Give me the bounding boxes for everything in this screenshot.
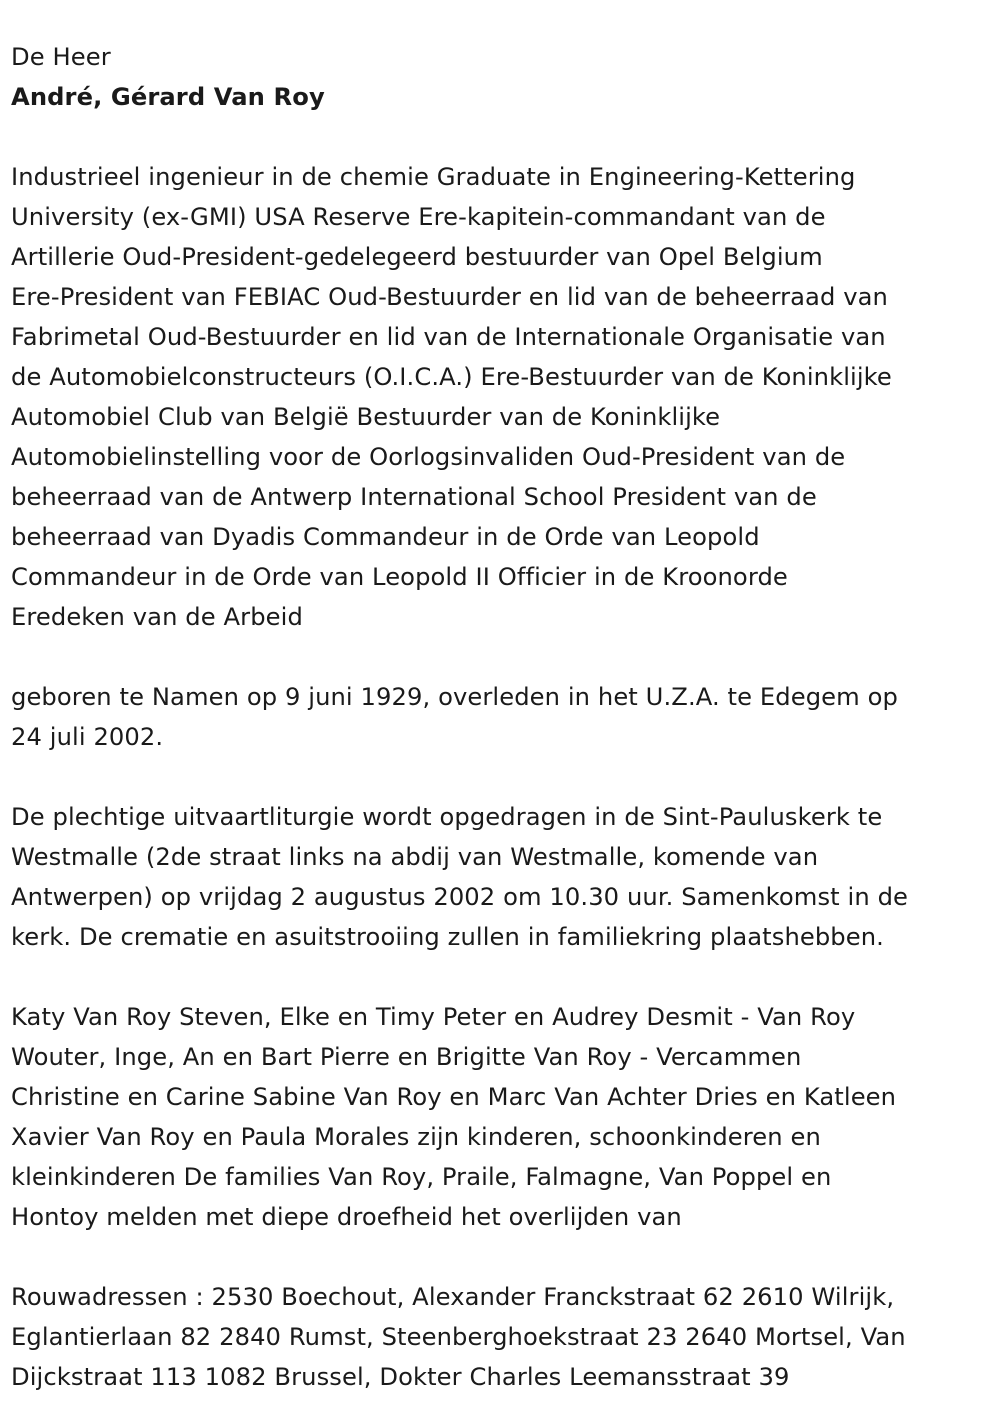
titles-line: Fabrimetal Oud-Bestuurder en lid van de Internationale Organisatie van — [11, 323, 886, 351]
titles-line: beheerraad van Dyadis Commandeur in de Orde van Leopold — [11, 523, 760, 551]
titles-paragraph — [11, 157, 993, 637]
spacer — [11, 637, 993, 677]
birth-death-paragraph — [11, 677, 993, 757]
address-line: Rouwadressen : 2530 Boechout, Alexander Franckstraat 62 2610 Wilrijk, — [11, 1283, 895, 1311]
family-line: Xavier Van Roy en Paula Morales zijn kinderen, schoonkinderen en — [11, 1123, 821, 1151]
family-line: kleinkinderen De families Van Roy, Praile, Falmagne, Van Poppel en — [11, 1163, 832, 1191]
address-line: Eglantierlaan 82 2840 Rumst, Steenberghoekstraat 23 2640 Mortsel, Van — [11, 1323, 906, 1351]
obituary-notice — [11, 37, 993, 1397]
birth-death-line: 24 juli 2002. — [11, 723, 164, 751]
spacer — [11, 117, 993, 157]
titles-line: Eredeken van de Arbeid — [11, 603, 303, 631]
family-line: Christine en Carine Sabine Van Roy en Marc Van Achter Dries en Katleen — [11, 1083, 897, 1111]
spacer — [11, 957, 993, 997]
titles-line: University (ex-GMI) USA Reserve Ere-kapitein-commandant van de — [11, 203, 826, 231]
titles-line: Commandeur in de Orde van Leopold II Officier in de Kroonorde — [11, 563, 788, 591]
address-line: Dijckstraat 113 1082 Brussel, Dokter Charles Leemansstraat 39 — [11, 1363, 790, 1391]
titles-line: de Automobielconstructeurs (O.I.C.A.) Ere-Bestuurder van de Koninklijke — [11, 363, 892, 391]
titles-line: Industrieel ingenieur in de chemie Graduate in Engineering-Kettering — [11, 163, 856, 191]
salutation: De Heer — [11, 43, 111, 71]
addresses-paragraph — [11, 1277, 993, 1397]
titles-line: Automobielinstelling voor de Oorlogsinvaliden Oud-President van de — [11, 443, 846, 471]
spacer — [11, 1237, 993, 1277]
spacer — [11, 757, 993, 797]
ceremony-line: kerk. De crematie en asuitstrooiing zullen in familiekring plaatshebben. — [11, 923, 884, 951]
ceremony-line: Antwerpen) op vrijdag 2 augustus 2002 om 10.30 uur. Samenkomst in de — [11, 883, 909, 911]
ceremony-line: Westmalle (2de straat links na abdij van Westmalle, komende van — [11, 843, 819, 871]
family-line: Wouter, Inge, An en Bart Pierre en Brigitte Van Roy - Vercammen — [11, 1043, 802, 1071]
titles-line: Ere-President van FEBIAC Oud-Bestuurder en lid van de beheerraad van — [11, 283, 888, 311]
birth-death-line: geboren te Namen op 9 juni 1929, overleden in het U.Z.A. te Edegem op — [11, 683, 898, 711]
titles-line: Artillerie Oud-President-gedelegeerd bestuurder van Opel Belgium — [11, 243, 823, 271]
deceased-name: André, Gérard Van Roy — [11, 83, 325, 111]
titles-line: Automobiel Club van België Bestuurder van de Koninklijke — [11, 403, 721, 431]
family-line: Katy Van Roy Steven, Elke en Timy Peter en Audrey Desmit - Van Roy — [11, 1003, 856, 1031]
titles-line: beheerraad van de Antwerp International School President van de — [11, 483, 817, 511]
ceremony-paragraph — [11, 797, 993, 957]
family-paragraph — [11, 997, 993, 1237]
family-line: Hontoy melden met diepe droefheid het overlijden van — [11, 1203, 682, 1231]
ceremony-line: De plechtige uitvaartliturgie wordt opgedragen in de Sint-Pauluskerk te — [11, 803, 883, 831]
